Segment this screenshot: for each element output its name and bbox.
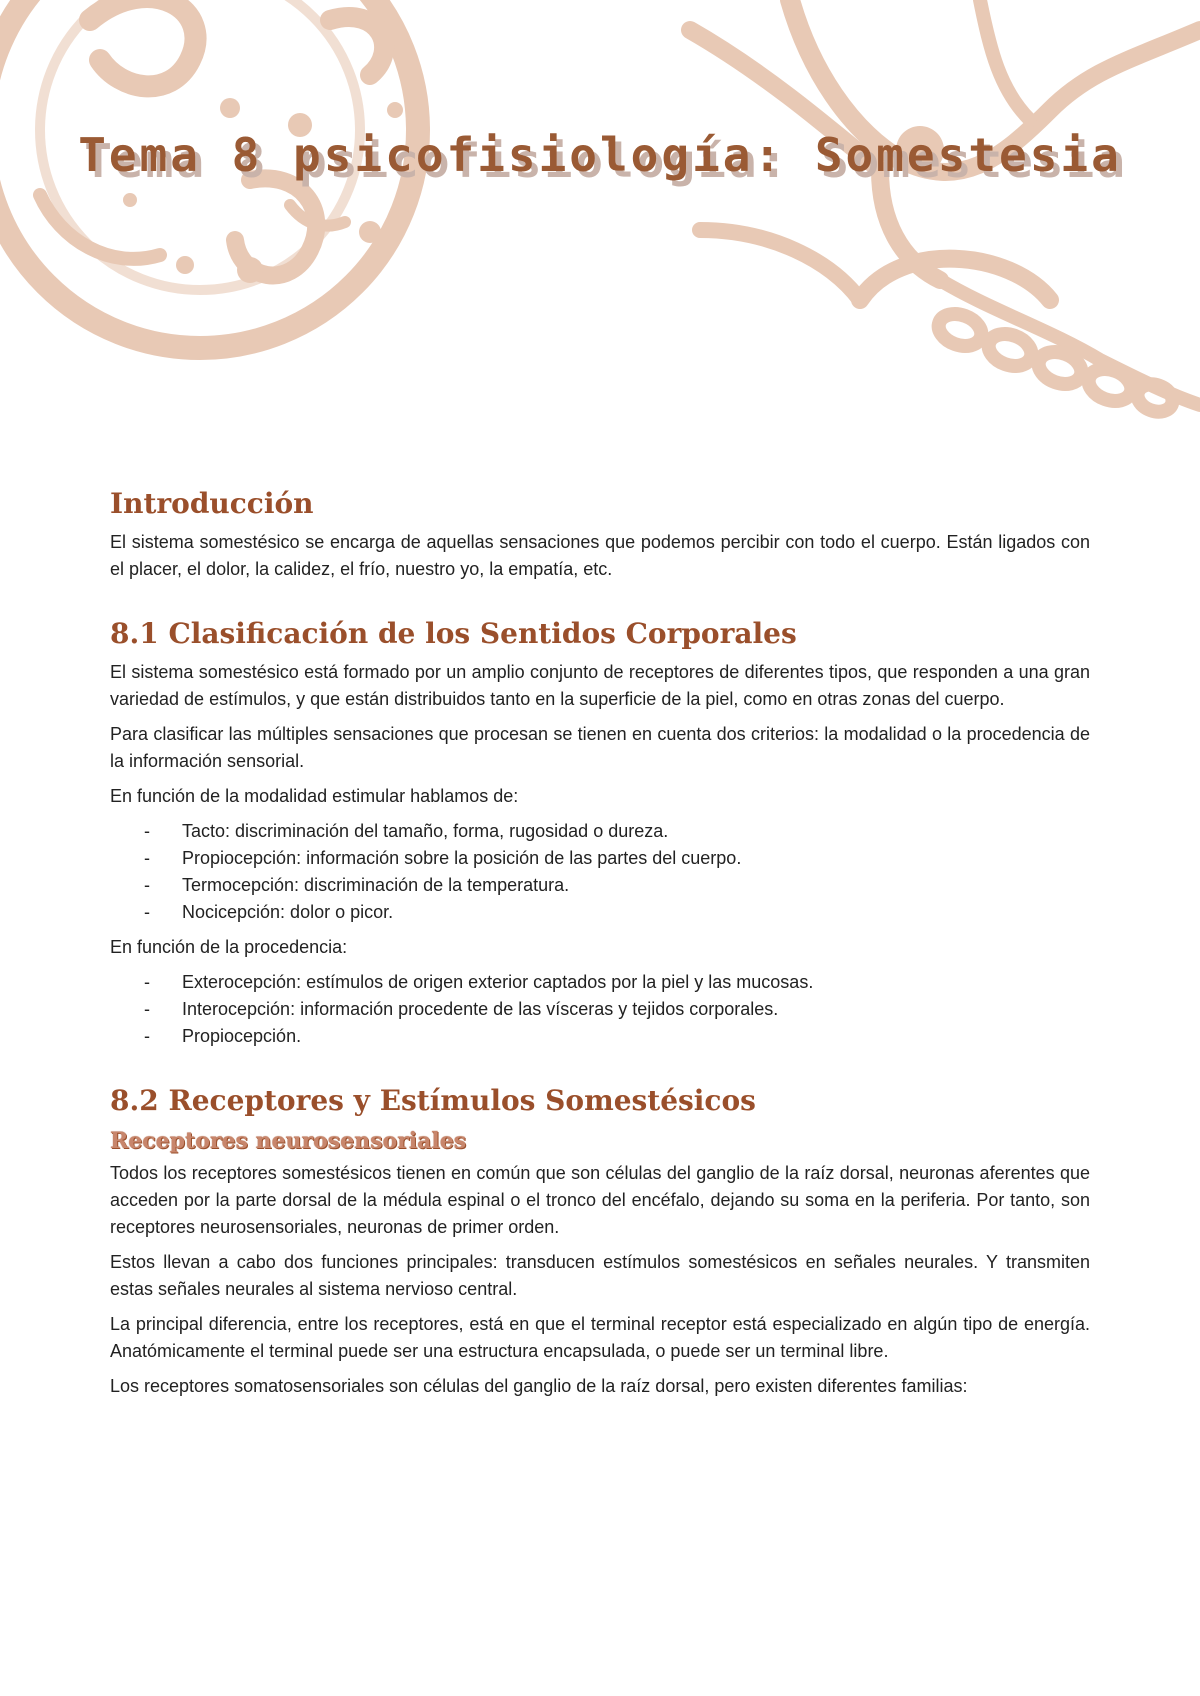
paragraph: Los receptores somatosensoriales son células del ganglio de la raíz dorsal, pero existen diferentes familias: (110, 1376, 968, 1396)
document-title: Tema 8 psicofisiología: Somestesia (78, 128, 1122, 182)
paragraph: En función de la modalidad estimular hablamos de: (110, 786, 519, 806)
list-item: - Termocepción: discriminación de la temperatura. (144, 872, 1090, 899)
paragraph: Estos llevan a cabo dos funciones principales: transducen estímulos somestésicos en señales neurales. Y transmiten estas señales neurales al sistema nervioso central. (110, 1252, 1090, 1299)
list-item: - Exterocepción: estímulos de origen exterior captados por la piel y las mucosas. (144, 969, 1090, 996)
subheading-receptores-neurosensoriales: Receptores neurosensoriales (110, 1128, 467, 1154)
list-item: - Interocepción: información procedente de las vísceras y tejidos corporales. (144, 996, 1090, 1023)
list-item: - Propiocepción: información sobre la posición de las partes del cuerpo. (144, 845, 1090, 872)
modalidad-list (110, 818, 1090, 926)
heading-introduccion: Introducción (110, 487, 314, 520)
paragraph: En función de la procedencia: (110, 937, 348, 957)
document-body (110, 485, 1090, 1408)
paragraph: El sistema somestésico está formado por un amplio conjunto de receptores de diferentes tipos, que responden a una gran variedad de estímulos, y que están distribuidos tanto en la superficie de la piel, como en otras zonas del cuerpo. (110, 662, 1090, 709)
header-illustration (0, 0, 1200, 470)
paragraph: Todos los receptores somestésicos tienen en común que son células del ganglio de la raíz dorsal, neuronas aferentes que acceden por la parte dorsal de la médula espinal o el tronco del encéfalo, dejando su soma en la periferia. Por tanto, son receptores neurosensoriales, neuronas de primer orden. (110, 1163, 1090, 1237)
heading-8-1: 8.1 Clasificación de los Sentidos Corporales (110, 617, 797, 650)
paragraph: El sistema somestésico se encarga de aquellas sensaciones que podemos percibir con todo el cuerpo. Están ligados con el placer, el dolor, la calidez, el frío, nuestro yo, la empatía, etc. (110, 532, 1090, 579)
heading-8-2: 8.2 Receptores y Estímulos Somestésicos (110, 1084, 756, 1117)
paragraph: Para clasificar las múltiples sensaciones que procesan se tienen en cuenta dos criterios: la modalidad o la procedencia de la información sensorial. (110, 724, 1090, 771)
paragraph: La principal diferencia, entre los receptores, está en que el terminal receptor está especializado en algún tipo de energía. Anatómicamente el terminal puede ser una estructura encapsulada, o puede ser un terminal libre. (110, 1314, 1090, 1361)
list-item: - Propiocepción. (144, 1023, 1090, 1050)
list-item: - Tacto: discriminación del tamaño, forma, rugosidad o dureza. (144, 818, 1090, 845)
list-item: - Nocicepción: dolor o picor. (144, 899, 1090, 926)
procedencia-list (110, 969, 1090, 1050)
